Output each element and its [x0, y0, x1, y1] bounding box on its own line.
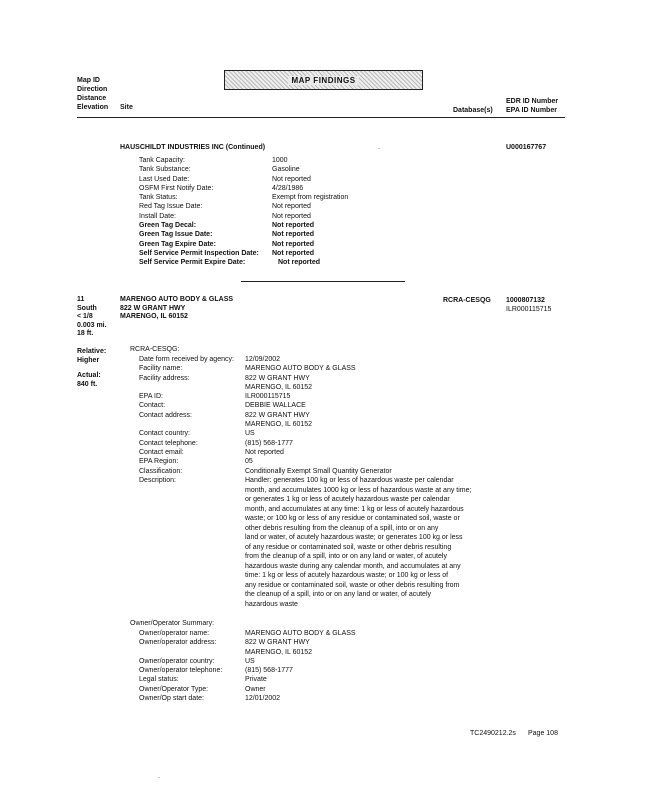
- row-value: 4/28/1986: [272, 184, 304, 192]
- banner-title: MAP FINDINGS: [288, 76, 358, 85]
- tank-row: [139, 156, 348, 165]
- rcra-row: [139, 448, 392, 457]
- owner-row: [139, 666, 356, 675]
- rcra-row: [139, 429, 392, 438]
- row-value: DEBBIE WALLACE: [245, 402, 306, 410]
- description-line: hazardous waste: [245, 600, 298, 608]
- row-value: MARENGO, IL 60152: [245, 421, 313, 429]
- site2-edr-id: 1000807132: [506, 297, 545, 304]
- row-label: Owner/operator address:: [139, 639, 217, 647]
- rcra-row: [139, 401, 392, 410]
- footer-page-number: Page 108: [528, 730, 558, 737]
- description-line: of any residue or contaminated soil, waste or other debris resulting: [245, 543, 452, 551]
- distance-feet: 18 ft.: [77, 330, 94, 338]
- site2-address-block: [120, 296, 233, 322]
- row-value: Gasoline: [272, 166, 300, 174]
- description-line: time: 1 kg or less of acutely hazardous waste; or 100 kg or less of: [245, 572, 449, 579]
- rcra-row: [139, 364, 392, 373]
- rcra-row: [139, 420, 392, 429]
- row-label: Contact telephone:: [139, 439, 198, 447]
- description-line: other debris resulting from the cleanup of a spill, into or on any: [245, 524, 439, 532]
- actual-value: 840 ft.: [77, 380, 98, 388]
- tank-row: [139, 175, 348, 184]
- row-value: 822 W GRANT HWY: [245, 411, 310, 419]
- epa-id-label: EPA ID Number: [506, 107, 557, 114]
- row-value: Not reported: [272, 222, 314, 230]
- row-value: US: [245, 430, 255, 438]
- section1-title: HAUSCHILDT INDUSTRIES INC (Continued): [120, 144, 266, 151]
- rcra-details: [139, 355, 392, 476]
- rcra-row: [139, 457, 392, 466]
- relative-label: Relative:: [77, 348, 107, 355]
- section-divider: [241, 281, 405, 282]
- distance-label: Distance: [77, 95, 107, 102]
- tank-row: [139, 202, 348, 211]
- tank-row: [139, 212, 348, 221]
- row-label: Owner/Operator Type:: [139, 685, 209, 693]
- row-value: Not reported: [272, 203, 311, 211]
- row-label: Contact address:: [139, 411, 192, 419]
- row-label: Green Tag Issue Date:: [139, 231, 213, 239]
- row-label: Facility name:: [139, 365, 183, 373]
- row-value: 822 W GRANT HWY: [245, 639, 310, 647]
- footer-doc-id: TC2490212.2s: [470, 730, 516, 737]
- row-value: MARENGO AUTO BODY & GLASS: [245, 630, 356, 637]
- header-divider: [77, 117, 565, 118]
- row-label: Owner/operator country:: [139, 657, 215, 665]
- row-label: Tank Status:: [139, 194, 178, 202]
- description-line: month, and accumulates at any time: 1 kg or less of acutely hazardous: [245, 505, 464, 513]
- row-label: [139, 420, 245, 429]
- section1-dot: .: [378, 144, 380, 151]
- tank-row: [139, 165, 348, 174]
- tank-row: [139, 258, 348, 267]
- description-line: hazardous waste during any calendar month, and accumulates at any: [245, 562, 461, 570]
- description-line: any residue or contaminated soil, waste or other debris resulting from: [245, 581, 460, 589]
- rcra-row: [139, 383, 392, 392]
- row-label: [139, 648, 245, 657]
- row-label: Owner/operator name:: [139, 630, 210, 637]
- row-label: Red Tag Issue Date:: [139, 203, 203, 211]
- description-line: month, and accumulates 1000 kg or less of hazardous waste at any time;: [245, 486, 472, 494]
- footer-dot: .: [158, 773, 160, 780]
- site-address-2: MARENGO, IL 60152: [120, 313, 188, 321]
- row-value: Private: [245, 676, 267, 684]
- row-value: Not reported: [272, 240, 314, 248]
- description-line: land or water, of acutely hazardous waste; or generates 100 kg or less: [245, 534, 463, 541]
- row-label: Facility address:: [139, 374, 190, 382]
- tank-row: [139, 184, 348, 193]
- row-label: Legal status:: [139, 676, 179, 684]
- row-label: Contact country:: [139, 430, 190, 438]
- site-name: MARENGO AUTO BODY & GLASS: [120, 296, 234, 303]
- site2-database: RCRA-CESQG: [443, 297, 491, 304]
- owner-summary-title: Owner/Operator Summary:: [130, 620, 215, 627]
- owner-row: [139, 675, 356, 684]
- owner-row: [139, 685, 356, 694]
- section1-edr-id: U000167767: [506, 144, 547, 151]
- relative-elevation: [77, 348, 106, 365]
- row-label: Tank Capacity:: [139, 157, 185, 164]
- map-id: 11: [77, 296, 85, 303]
- row-value: Not reported: [272, 249, 314, 257]
- row-value: Exempt from registration: [272, 194, 349, 202]
- tank-row: [139, 230, 348, 239]
- description-line: Handler: generates 100 kg or less of hazardous waste per calendar: [245, 477, 454, 484]
- row-value: Owner: [245, 685, 266, 693]
- row-label: Last Used Date:: [139, 175, 190, 183]
- row-value: US: [245, 657, 255, 665]
- owner-details: [139, 629, 356, 703]
- site-label: Site: [120, 104, 133, 111]
- row-value: Not reported: [278, 259, 320, 267]
- site2-epa-id: ILR000115715: [506, 306, 552, 313]
- row-value: (815) 568-1777: [245, 439, 293, 447]
- owner-row: [139, 648, 356, 657]
- row-label: [139, 383, 245, 392]
- rcra-title: RCRA-CESQG:: [130, 346, 180, 353]
- direction: South: [77, 304, 97, 312]
- map-id-label: Map ID: [77, 77, 100, 84]
- header-column-labels: [77, 76, 108, 112]
- description-label: Description:: [139, 477, 176, 484]
- distance-miles: 0.003 mi.: [77, 321, 107, 329]
- description-line: or generates 1 kg or less of acutely hazardous waste per calendar: [245, 496, 450, 503]
- tank-row: [139, 249, 348, 258]
- row-value: Not reported: [272, 175, 311, 183]
- elevation-label: Elevation: [77, 104, 109, 111]
- row-value: MARENGO, IL 60152: [245, 383, 313, 391]
- row-label: Classification:: [139, 467, 183, 475]
- tank-row: [139, 240, 348, 249]
- owner-row: [139, 638, 356, 647]
- row-label: Date form received by agency:: [139, 356, 234, 363]
- actual-elevation: [77, 372, 101, 389]
- relative-value: Higher: [77, 356, 100, 364]
- row-label: Contact email:: [139, 448, 184, 456]
- row-value: MARENGO AUTO BODY & GLASS: [245, 365, 356, 373]
- row-label: Green Tag Decal:: [139, 222, 197, 230]
- direction-label: Direction: [77, 86, 108, 93]
- description-line: waste; or 100 kg or less of any residue or contaminated soil, waste or: [245, 515, 460, 522]
- tank-details: [139, 156, 348, 268]
- rcra-row: [139, 467, 392, 476]
- rcra-row: [139, 439, 392, 448]
- row-value: Not reported: [272, 212, 311, 220]
- row-label: Tank Substance:: [139, 166, 191, 174]
- row-value: 12/09/2002: [245, 356, 281, 363]
- site2-map-info: [77, 296, 107, 339]
- row-label: Self Service Permit Inspection Date:: [139, 249, 259, 257]
- rcra-row: [139, 374, 392, 383]
- row-value: 1000: [272, 157, 288, 164]
- row-label: Contact:: [139, 402, 166, 410]
- rcra-row: [139, 392, 392, 401]
- row-label: Owner/Op start date:: [139, 695, 204, 703]
- row-value: 12/01/2002: [245, 695, 281, 703]
- description-line: from the cleanup of a spill, into or on any land or water, of acutely: [245, 553, 447, 560]
- row-value: Not reported: [272, 231, 314, 239]
- row-value: (815) 568-1777: [245, 667, 293, 675]
- row-label: Owner/operator telephone:: [139, 667, 223, 675]
- description-text: [245, 476, 507, 609]
- row-value: 822 W GRANT HWY: [245, 374, 310, 382]
- row-value: MARENGO, IL 60152: [245, 648, 313, 656]
- row-label: Install Date:: [139, 212, 176, 220]
- row-label: EPA Region:: [139, 458, 179, 466]
- description-line: the cleanup of a spill, into or on any land or water, of acutely: [245, 591, 432, 598]
- edr-id-label: EDR ID Number: [506, 98, 559, 105]
- row-value: Conditionally Exempt Small Quantity Generator: [245, 467, 392, 475]
- owner-row: [139, 657, 356, 666]
- rcra-row: [139, 355, 392, 364]
- site-address-1: 822 W GRANT HWY: [120, 304, 186, 312]
- row-value: ILR000115715: [245, 393, 291, 401]
- row-label: EPA ID:: [139, 393, 163, 401]
- row-value: 05: [245, 458, 253, 466]
- owner-row: [139, 694, 356, 703]
- actual-label: Actual:: [77, 372, 101, 379]
- row-label: Green Tag Expire Date:: [139, 240, 216, 248]
- distance-range: < 1/8: [77, 313, 93, 321]
- map-findings-banner: [224, 70, 423, 90]
- owner-row: [139, 629, 356, 638]
- row-label: OSFM First Notify Date:: [139, 184, 214, 192]
- row-label: Self Service Permit Expire Date:: [139, 259, 246, 267]
- tank-row: [139, 221, 348, 230]
- rcra-row: [139, 411, 392, 420]
- tank-row: [139, 193, 348, 202]
- row-value: Not reported: [245, 448, 284, 456]
- database-label: Database(s): [453, 107, 493, 114]
